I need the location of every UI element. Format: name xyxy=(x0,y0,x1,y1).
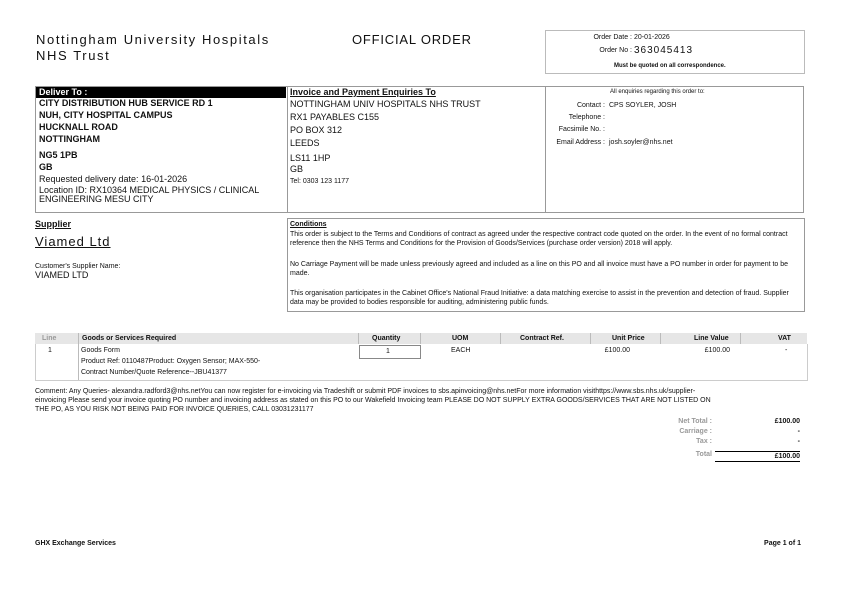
row-goods-line1: Goods Form xyxy=(81,347,120,354)
deliver-line: CITY DISTRIBUTION HUB SERVICE RD 1 xyxy=(39,98,213,108)
supplier-name: Viamed Ltd xyxy=(35,234,111,249)
carriage-label: Carriage : xyxy=(679,428,712,435)
conditions-heading: Conditions xyxy=(290,221,327,228)
telephone-label: Telephone : xyxy=(568,114,605,121)
table-divider xyxy=(78,333,79,380)
invoice-postcode: LS11 1HP xyxy=(290,153,331,163)
organisation-name-line2: NHS Trust xyxy=(36,48,111,63)
invoice-heading: Invoice and Payment Enquiries To xyxy=(290,87,436,97)
conditions-paragraph-2: No Carriage Payment will be made unless previously agreed and included as a line on this PO and all invoice must have a PO number in order for payment to be made. xyxy=(290,261,789,277)
table-divider xyxy=(500,333,501,344)
order-date-label: Order Date : xyxy=(593,34,632,41)
row-line-number: 1 xyxy=(48,347,52,354)
th-vat: VAT xyxy=(778,335,791,342)
order-no-label: Order No : xyxy=(599,47,632,54)
order-date-value: 20-01-2026 xyxy=(634,34,670,41)
th-uom: UOM xyxy=(452,335,469,342)
row-quantity: 1 xyxy=(386,348,390,355)
supplier-heading: Supplier xyxy=(35,219,72,229)
tax-value: - xyxy=(797,438,800,445)
deliver-country: GB xyxy=(39,162,53,172)
tax-label: Tax : xyxy=(696,438,712,445)
email-label: Email Address : xyxy=(556,139,605,146)
conditions-paragraph-1: This order is subject to the Terms and Conditions of contract as agreed under the respective contract code quoted on the order. In the event of no formal contract reference then the NHS Terms and Conditions for the Provision of Goods/Services (purchase order version) 2018 will apply. xyxy=(290,231,788,247)
order-note: Must be quoted on all correspondence. xyxy=(614,63,726,69)
deliver-to-heading: Deliver To : xyxy=(36,87,286,98)
net-total-label: Net Total : xyxy=(678,418,712,425)
enquiries-note: All enquiries regarding this order to: xyxy=(610,89,705,95)
invoice-telephone: Tel: 0303 123 1177 xyxy=(290,178,350,185)
row-unit-price: £100.00 xyxy=(604,347,630,354)
requested-delivery-date: Requested delivery date: 16-01-2026 xyxy=(39,174,188,184)
row-goods-line2: Product Ref: 0110487Product: Oxygen Sensor; MAX-550- xyxy=(81,358,261,365)
row-vat: - xyxy=(785,347,788,354)
total-label: Total xyxy=(695,451,712,458)
fax-label: Facsimile No. : xyxy=(558,126,605,133)
th-line: Line xyxy=(42,335,57,342)
total-value: £100.00 xyxy=(715,451,800,462)
th-quantity: Quantity xyxy=(372,335,401,342)
net-total-value: £100.00 xyxy=(774,418,800,425)
document-title: OFFICIAL ORDER xyxy=(352,32,472,47)
order-comment: Comment: Any Queries- alexandra.radford3@nhs.netYou can now register for e-invoicing via Tradeshift or submit PDF invoices to sbs.apinvoicing@nhs.netFor more information visithttps://www.sbs.nhs.uk/supplier-einvoicing Please send your invoice quoting PO number and invoicing address as stated on this PO to our Wakefield Invoicing team PLEASE DO NOT SUPPLY EXTRA GOODS/SERVICES THAT ARE NOT LISTED ON THE PO, AS YOU RISK NOT BEING PAID FOR INVOICE QUERIES, CALL 03031231177 xyxy=(35,388,711,413)
table-divider xyxy=(420,333,421,344)
table-divider xyxy=(358,333,359,344)
location-id: Location ID: RX10364 MEDICAL PHYSICS / CLINICAL ENGINEERING MESU CITY xyxy=(39,185,259,204)
organisation-name-line1: Nottingham University Hospitals xyxy=(36,32,270,47)
contact-label: Contact : xyxy=(576,102,605,109)
row-line-value: £100.00 xyxy=(704,347,730,354)
customer-supplier-name: VIAMED LTD xyxy=(35,270,89,280)
invoice-line: PO BOX 312 xyxy=(290,125,343,135)
row-goods-line3: Contract Number/Quote Reference--JBU41377 xyxy=(81,369,227,376)
row-uom: EACH xyxy=(451,347,471,354)
table-divider xyxy=(590,333,591,344)
deliver-line: NUH, CITY HOSPITAL CAMPUS xyxy=(39,110,173,120)
contact-value: CPS SOYLER, JOSH xyxy=(609,102,677,109)
invoice-line: RX1 PAYABLES C155 xyxy=(290,112,380,122)
page-number: Page 1 of 1 xyxy=(764,540,801,547)
th-contract-ref: Contract Ref. xyxy=(520,335,564,342)
invoice-country: GB xyxy=(290,164,304,174)
table-divider xyxy=(740,333,741,344)
th-line-value: Line Value xyxy=(694,335,729,342)
customer-supplier-label: Customer's Supplier Name: xyxy=(35,263,121,270)
email-value: josh.soyler@nhs.net xyxy=(609,139,673,146)
invoice-line: LEEDS xyxy=(290,138,320,148)
deliver-postcode: NG5 1PB xyxy=(39,150,78,160)
footer-left: GHX Exchange Services xyxy=(35,540,116,547)
th-unit-price: Unit Price xyxy=(612,335,645,342)
row-quantity-box xyxy=(359,345,421,359)
table-divider xyxy=(660,333,661,344)
th-goods: Goods or Services Required xyxy=(82,335,177,342)
carriage-value: - xyxy=(797,428,800,435)
invoice-line: NOTTINGHAM UNIV HOSPITALS NHS TRUST xyxy=(290,99,481,109)
conditions-paragraph-3: This organisation participates in the Cabinet Office's National Fraud Initiative: a data matching exercise to assist in the prevention and detection of fraud. Supplier data may be provided to bodies responsible for auditing, administering public funds. xyxy=(290,290,789,306)
deliver-line: NOTTINGHAM xyxy=(39,134,100,144)
deliver-line: HUCKNALL ROAD xyxy=(39,122,118,132)
order-no-value: 363045413 xyxy=(634,45,694,56)
